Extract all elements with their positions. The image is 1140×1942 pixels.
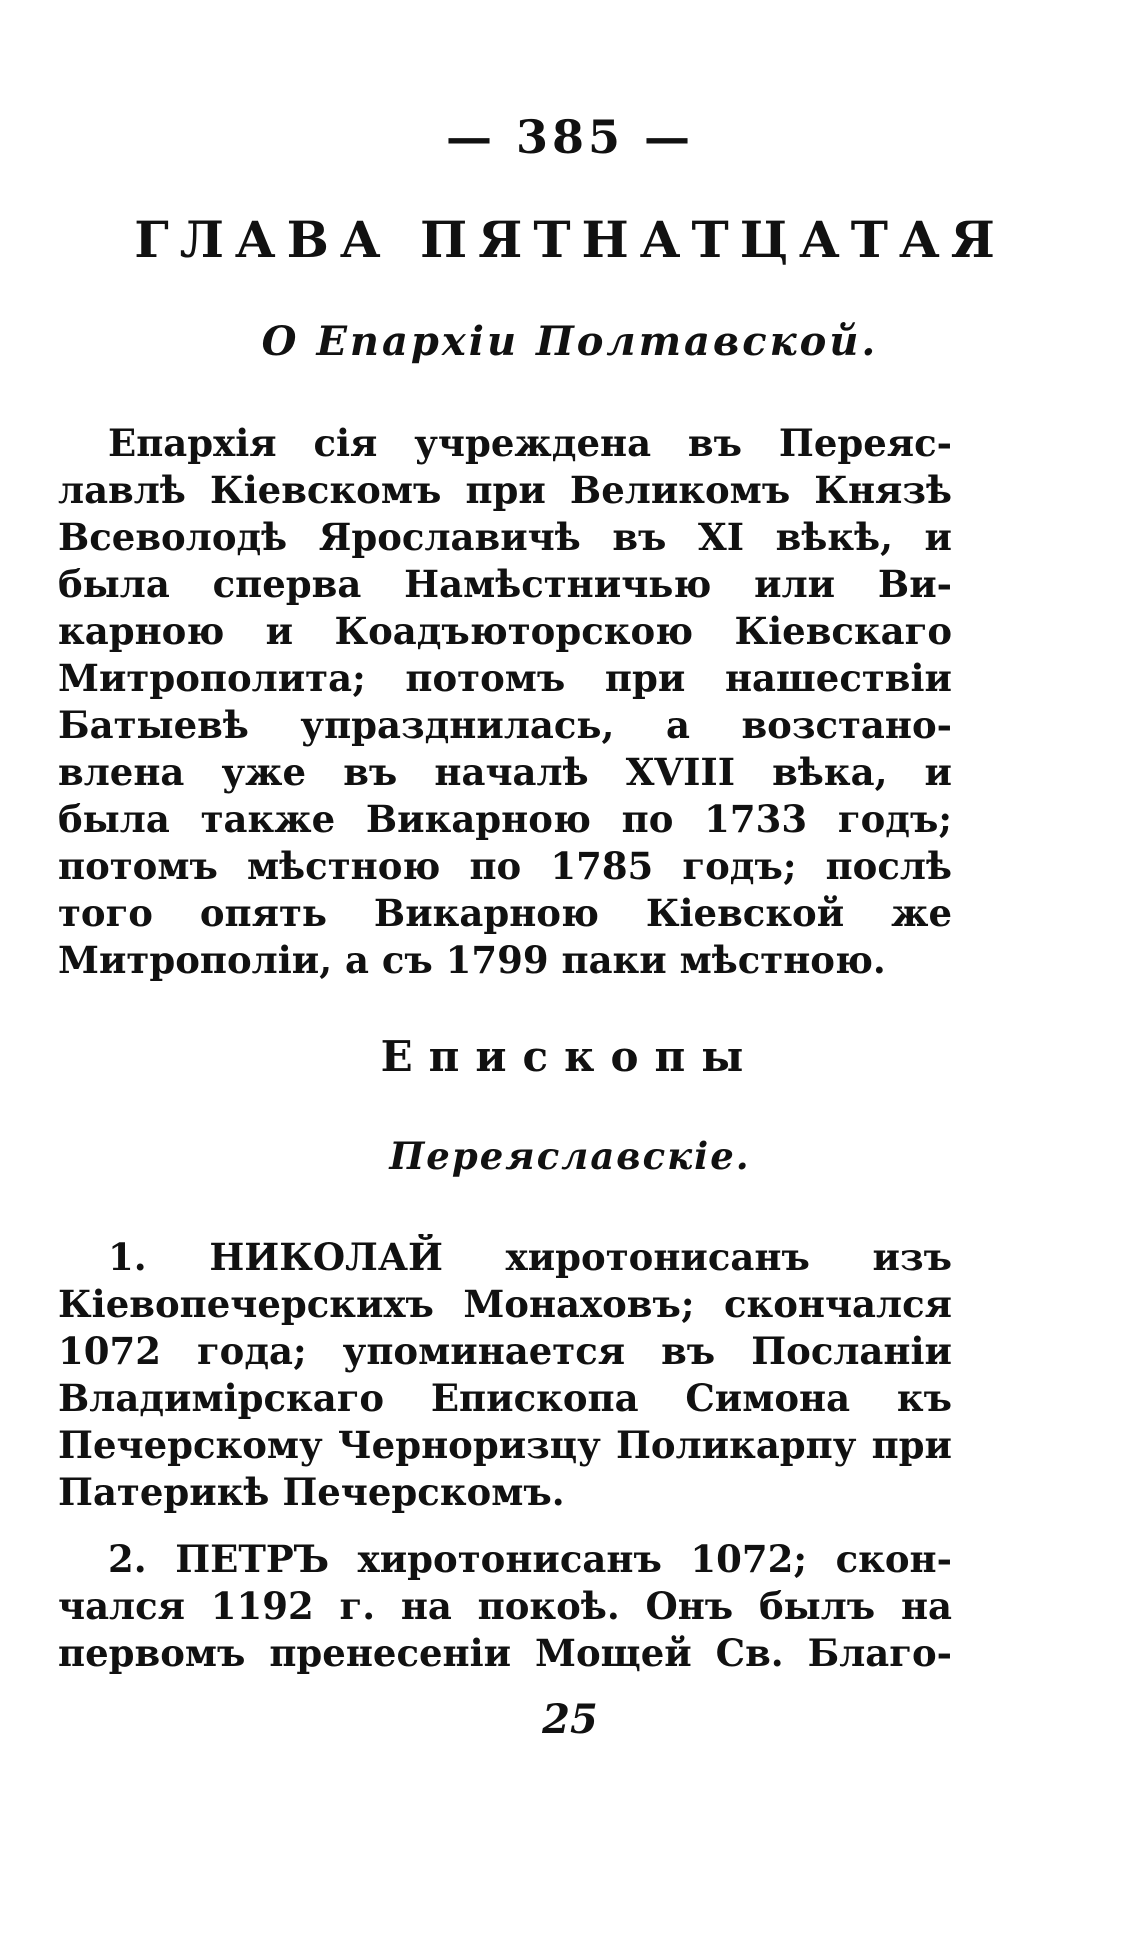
text-line: Патерикѣ Печерскомъ.: [58, 1470, 565, 1514]
text-line: Епархія сія учреждена въ Переяс-: [108, 421, 952, 465]
section-subheading: Переяславскіе.: [389, 1134, 751, 1178]
page-number: — 385 —: [445, 110, 695, 164]
text-line: была сперва Намѣстничью или Ви-: [58, 562, 952, 606]
bishop-entry-1: [58, 1234, 952, 1516]
intro-paragraph: [58, 420, 952, 984]
text-line: Владимірскаго Епископа Симона къ: [58, 1376, 952, 1420]
text-line: влена уже въ началѣ XVIII вѣка, и: [58, 750, 952, 794]
text-line: потомъ мѣстною по 1785 годъ; послѣ: [58, 844, 952, 888]
text-line: 2. ПЕТРЪ хиротонисанъ 1072; скон-: [108, 1537, 952, 1581]
section-heading: Епископы: [380, 1032, 760, 1081]
text-line: того опять Викарною Кіевской же: [58, 891, 952, 935]
text-line: Батыевѣ упразднилась, а возстано-: [58, 703, 952, 747]
text-line: 1. НИКОЛАЙ хиротонисанъ изъ: [108, 1235, 952, 1279]
text-line: Печерскому Черноризцу Поликарпу при: [58, 1423, 952, 1467]
chapter-subtitle: О Епархіи Полтавской.: [261, 318, 879, 365]
text-line: лавлѣ Кіевскомъ при Великомъ Князѣ: [58, 468, 952, 512]
text-line: 1072 года; упоминается въ Посланіи: [58, 1329, 952, 1373]
text-line: Митрополита; потомъ при нашествіи: [58, 656, 952, 700]
text-line: была также Викарною по 1733 годъ;: [58, 797, 952, 841]
text-line: Всеволодѣ Ярославичѣ въ XI вѣкѣ, и: [58, 515, 952, 559]
text-line: первомъ пренесеніи Мощей Св. Благо-: [58, 1631, 952, 1675]
text-line: чался 1192 г. на покоѣ. Онъ былъ на: [58, 1584, 952, 1628]
text-line: Кіевопечерскихъ Монаховъ; скончался: [58, 1282, 952, 1326]
chapter-title: ГЛАВА ПЯТНАТЦАТАЯ: [134, 210, 1006, 269]
bishop-entry-2: [58, 1536, 952, 1677]
text-line: карною и Коадъюторскою Кіевскаго: [58, 609, 952, 653]
signature-mark: 25: [542, 1696, 598, 1743]
text-line: Митрополіи, а съ 1799 паки мѣстною.: [58, 938, 886, 982]
